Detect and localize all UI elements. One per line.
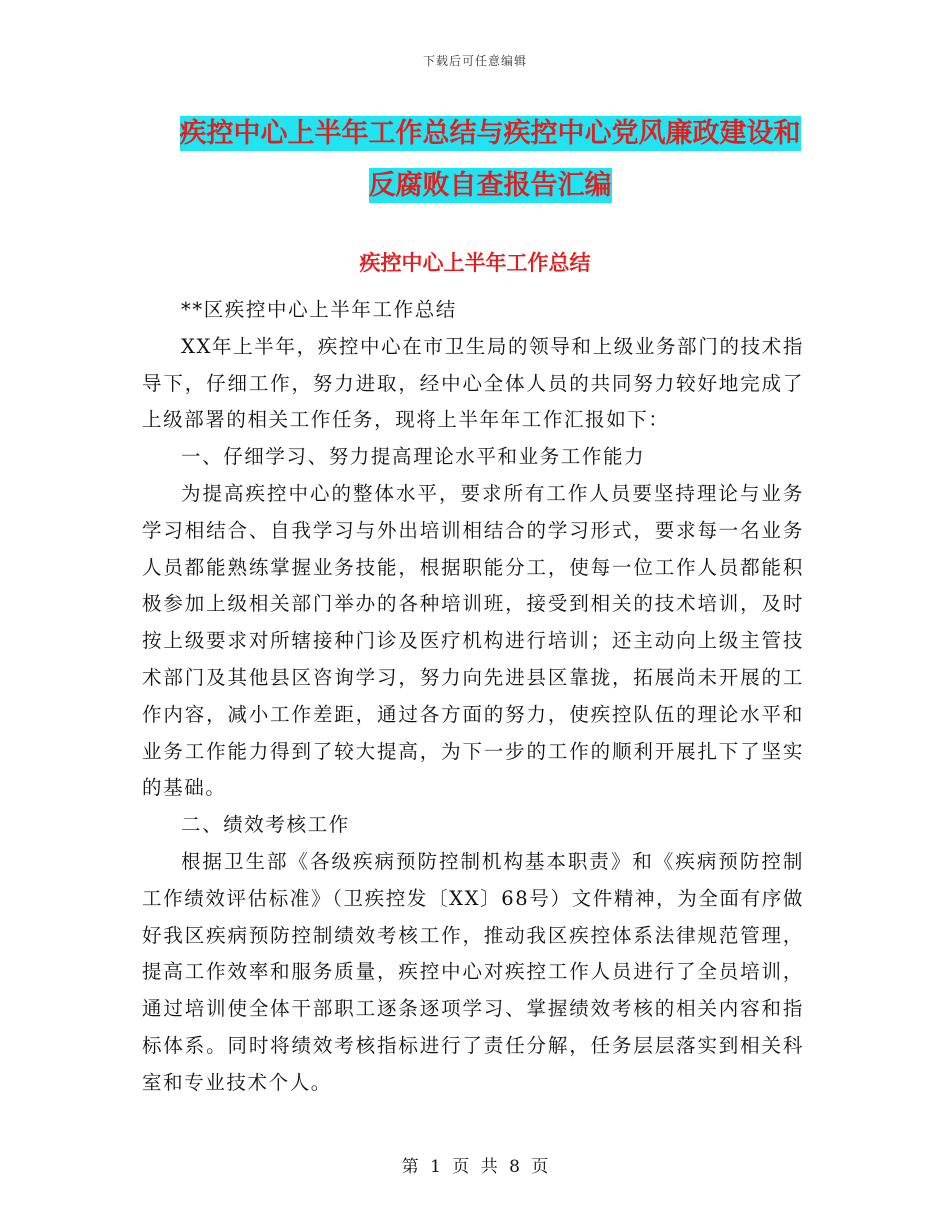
heading-study: 一、仔细学习、努力提高理论水平和业务工作能力 bbox=[181, 445, 646, 469]
page-number: 第 1 页 共 8 页 bbox=[401, 1157, 549, 1177]
document-title-line-1: 疾控中心上半年工作总结与疾控中心党风廉政建设和 bbox=[179, 118, 801, 149]
paragraph-study: 为提高疾控中心的整体水平，要求所有工作人员要坚持理论与业务学习相结合、自我学习与外出培训相结合的学习形式，要求每一名业务人员都能熟练掌握业务技能，根据职能分工，使每一位工作人员都能积极参加上级相关部门举办的各种培训班，接受到相关的技术培训，及时按上级要求对所辖接种门诊及医疗机构进行培训；还主动向上级主管技术部门及其他县区咨询学习，努力向先进县区靠拢，拓展尚未开展的工作内容，减小工作差距，通过各方面的努力，使疾控队伍的理论水平和业务工作能力得到了较大提高，为下一步的工作的顺利开展扎下了坚实的基础。 bbox=[142, 481, 804, 800]
header-note: 下载后可任意编辑 bbox=[422, 54, 527, 68]
paragraph-performance: 根据卫生部《各级疾病预防控制机构基本职责》和《疾病预防控制工作绩效评估标准》（卫疾控发〔XX〕68号）文件精神，为全面有序做好我区疾病预防控制绩效考核工作，推动我区疾控体系法律规范管理，提高工作效率和服务质量，疾控中心对疾控工作人员进行了全员培训，通过培训使全体干部职工逐条逐项学习、掌握绩效考核的相关内容和指标体系。同时将绩效考核指标进行了责任分解，任务层层落实到相关科室和专业技术个人。 bbox=[142, 849, 804, 1094]
document-title-line-2: 反腐败自查报告汇编 bbox=[368, 170, 612, 201]
document-body bbox=[142, 292, 804, 1102]
heading-performance: 二、绩效考核工作 bbox=[181, 813, 350, 837]
paragraph-intro: XX年上半年，疾控中心在市卫生局的领导和上级业务部门的技术指导下，仔细工作，努力进取，经中心全体人员的共同努力较好地完成了上级部署的相关工作任务，现将上半年年工作汇报如下： bbox=[142, 334, 804, 432]
document-title bbox=[120, 108, 860, 212]
section-title: 疾控中心上半年工作总结 bbox=[359, 251, 591, 275]
paragraph-subtitle: **区疾控中心上半年工作总结 bbox=[181, 298, 457, 321]
